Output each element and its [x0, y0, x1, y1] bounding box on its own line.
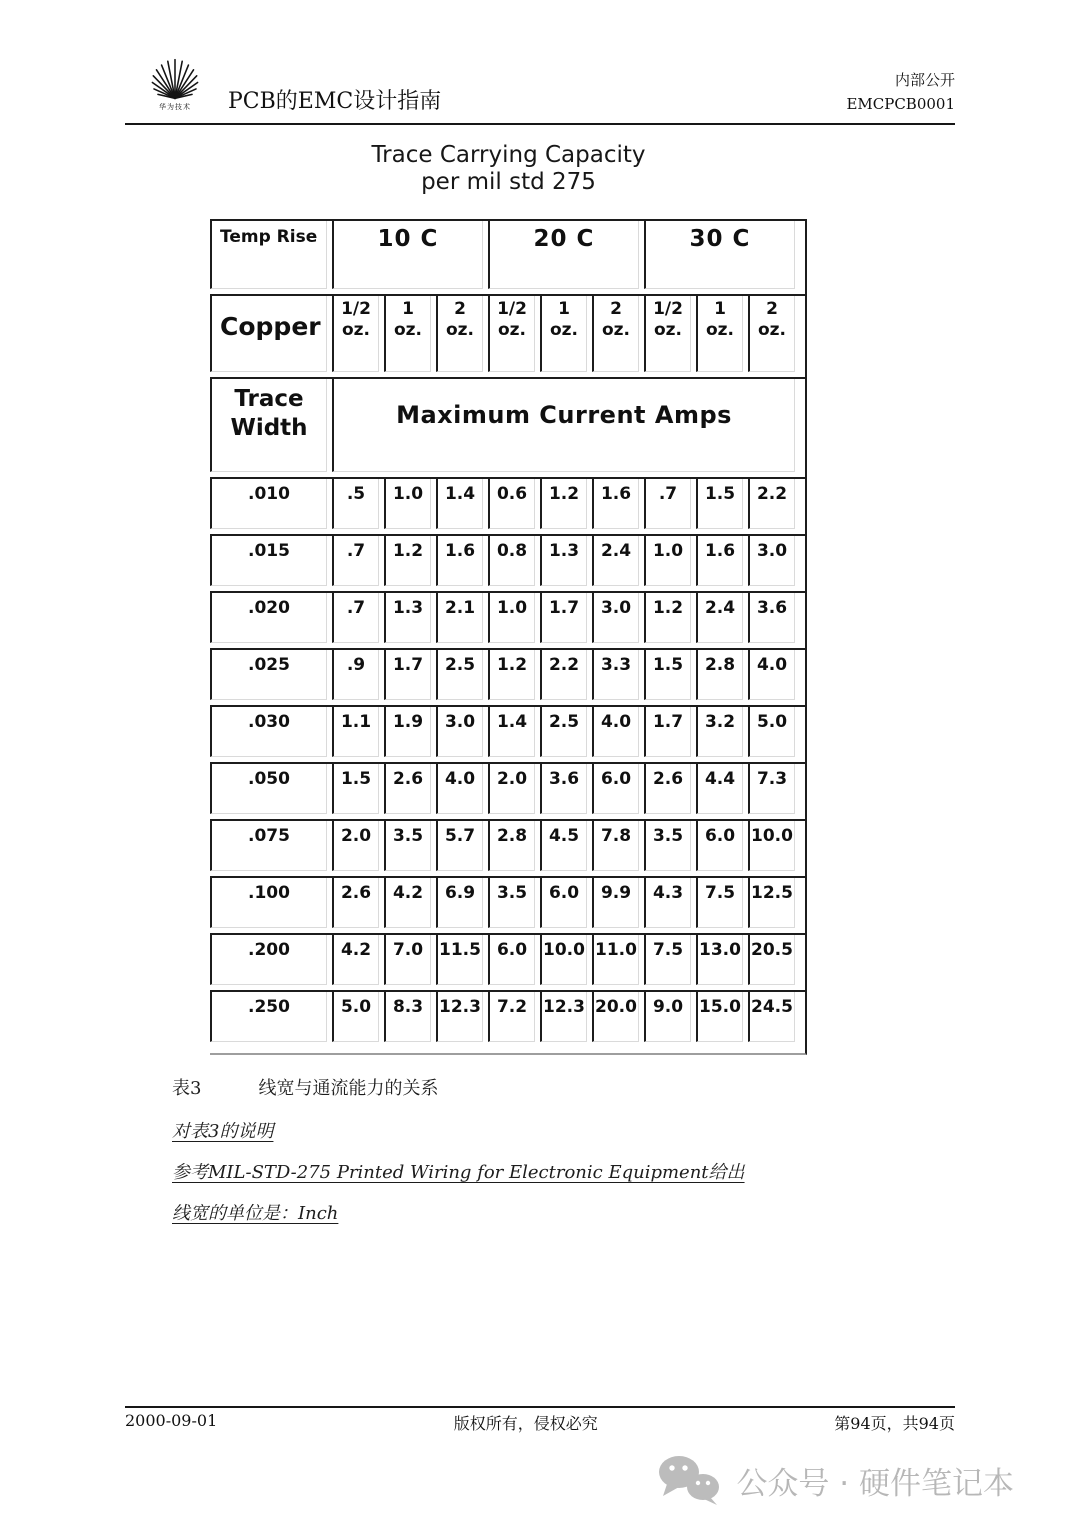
current-value-cell: 6.0 [488, 935, 535, 985]
copper-oz-cell: 2 oz. [592, 296, 639, 372]
current-value-cell: 6.0 [540, 878, 587, 928]
footer-copyright: 版权所有，侵权必究 [453, 1414, 598, 1433]
table-row [210, 534, 805, 586]
trace-width-cell: .030 [210, 707, 327, 757]
current-value-cell: 1.7 [384, 650, 431, 700]
current-value-cell: 7.5 [644, 935, 691, 985]
current-value-cell: 4.0 [748, 650, 795, 700]
current-value-cell: 1.5 [644, 650, 691, 700]
current-value-cell: 1.2 [540, 479, 587, 529]
current-value-cell: 11.0 [592, 935, 639, 985]
current-value-cell: 24.5 [748, 992, 795, 1042]
current-value-cell: 3.0 [436, 707, 483, 757]
current-value-cell: 1.4 [488, 707, 535, 757]
current-value-cell: 2.2 [748, 479, 795, 529]
temp-rise-header-cell: Temp Rise [210, 221, 327, 289]
table-row [210, 933, 805, 985]
current-value-cell: 7.5 [696, 878, 743, 928]
current-value-cell: 1.9 [384, 707, 431, 757]
footer-page-number: 第94页，共94页 [834, 1414, 955, 1433]
trace-width-cell: .250 [210, 992, 327, 1042]
copper-oz-cell: 1 oz. [696, 296, 743, 372]
table-title-line2: per mil std 275 [421, 169, 596, 196]
current-value-cell: 3.0 [592, 593, 639, 643]
trace-width-cell: .050 [210, 764, 327, 814]
current-value-cell: 6.0 [592, 764, 639, 814]
current-value-cell: 1.7 [540, 593, 587, 643]
current-value-cell: .9 [332, 650, 379, 700]
table-caption-label: 表3 [172, 1078, 202, 1099]
current-value-cell: 20.0 [592, 992, 639, 1042]
current-value-cell: 1.5 [332, 764, 379, 814]
current-value-cell: 1.2 [488, 650, 535, 700]
table-data-rows [210, 477, 805, 1042]
table-row [210, 648, 805, 700]
fan-logo-icon [147, 56, 203, 102]
current-value-cell: 2.5 [436, 650, 483, 700]
current-value-cell: 4.3 [644, 878, 691, 928]
temp-10c-header-cell: 10 C [332, 221, 483, 289]
table-row [210, 876, 805, 928]
temp-30c-header-cell: 30 C [644, 221, 795, 289]
trace-width-header-row [210, 377, 805, 472]
current-value-cell: 2.8 [696, 650, 743, 700]
current-value-cell: 2.2 [540, 650, 587, 700]
current-value-cell: 3.6 [540, 764, 587, 814]
current-value-cell: 2.1 [436, 593, 483, 643]
current-value-cell: 12.3 [540, 992, 587, 1042]
current-value-cell: 3.3 [592, 650, 639, 700]
copper-oz-cell: 1 oz. [540, 296, 587, 372]
current-value-cell: 2.6 [644, 764, 691, 814]
table-row [210, 990, 805, 1042]
current-value-cell: 2.4 [696, 593, 743, 643]
current-value-cell: 1.2 [644, 593, 691, 643]
current-value-cell: 2.0 [332, 821, 379, 871]
watermark [657, 1455, 1014, 1505]
current-value-cell: 9.0 [644, 992, 691, 1042]
current-value-cell: 4.2 [384, 878, 431, 928]
current-value-cell: 2.5 [540, 707, 587, 757]
table-note-1: 对表3的说明 [172, 1121, 274, 1142]
current-value-cell: 1.1 [332, 707, 379, 757]
table-note-2: 参考MIL-STD-275 Printed Wiring for Electronic Equipment给出 [172, 1162, 745, 1183]
footer-date: 2000-09-01 [125, 1411, 218, 1430]
wechat-icon [657, 1455, 723, 1505]
table-title-line1: Trace Carrying Capacity [371, 142, 646, 168]
current-value-cell: 3.5 [644, 821, 691, 871]
current-value-cell: 3.5 [384, 821, 431, 871]
table-caption-text: 线宽与通流能力的关系 [258, 1078, 439, 1099]
copper-header-cell: Copper [210, 296, 327, 372]
current-value-cell: 5.0 [748, 707, 795, 757]
copper-row [210, 294, 805, 372]
current-value-cell: 1.6 [436, 536, 483, 586]
current-value-cell: 3.5 [488, 878, 535, 928]
copper-oz-cell: 1/2 oz. [644, 296, 691, 372]
current-value-cell: 1.6 [592, 479, 639, 529]
table-notes [172, 1074, 745, 1240]
current-value-cell: 1.3 [384, 593, 431, 643]
current-value-cell: 2.4 [592, 536, 639, 586]
current-value-cell: 1.0 [384, 479, 431, 529]
table-row [210, 705, 805, 757]
copper-oz-cell: 1 oz. [384, 296, 431, 372]
trace-width-cell: .200 [210, 935, 327, 985]
trace-width-cell: .025 [210, 650, 327, 700]
watermark-text: 公众号 · 硬件笔记本 [736, 1465, 1014, 1502]
table-row [210, 819, 805, 871]
header-divider [125, 123, 955, 125]
current-value-cell: 0.8 [488, 536, 535, 586]
current-value-cell: 2.8 [488, 821, 535, 871]
current-value-cell: 2.6 [384, 764, 431, 814]
copper-oz-cell: 2 oz. [748, 296, 795, 372]
classification-label: 内部公开 [894, 71, 955, 89]
current-value-cell: 1.6 [696, 536, 743, 586]
current-value-cell: 1.5 [696, 479, 743, 529]
current-value-cell: 1.2 [384, 536, 431, 586]
current-value-cell: 11.5 [436, 935, 483, 985]
trace-capacity-table [210, 219, 807, 1055]
temp-20c-header-cell: 20 C [488, 221, 639, 289]
current-value-cell: .5 [332, 479, 379, 529]
current-value-cell: 6.0 [696, 821, 743, 871]
copper-oz-cell: 1/2 oz. [332, 296, 379, 372]
current-value-cell: 7.8 [592, 821, 639, 871]
current-value-cell: 1.0 [488, 593, 535, 643]
temp-rise-row [210, 219, 805, 289]
table-row [210, 591, 805, 643]
table-note-3: 线宽的单位是：Inch [172, 1203, 339, 1224]
current-value-cell: 3.2 [696, 707, 743, 757]
trace-width-header-cell: Trace Width [210, 379, 327, 472]
company-logo [146, 56, 204, 112]
classification-block [846, 68, 955, 116]
current-value-cell: 10.0 [748, 821, 795, 871]
trace-width-cell: .015 [210, 536, 327, 586]
current-value-cell: 4.5 [540, 821, 587, 871]
trace-width-cell: .020 [210, 593, 327, 643]
document-number: EMCPCB0001 [846, 95, 955, 113]
table-row [210, 477, 805, 529]
current-value-cell: 3.6 [748, 593, 795, 643]
current-value-cell: .7 [332, 593, 379, 643]
current-value-cell: 20.5 [748, 935, 795, 985]
table-title [210, 142, 807, 196]
current-value-cell: .7 [332, 536, 379, 586]
copper-oz-cell: 2 oz. [436, 296, 483, 372]
current-value-cell: 12.5 [748, 878, 795, 928]
current-value-cell: .7 [644, 479, 691, 529]
current-value-cell: 12.3 [436, 992, 483, 1042]
current-value-cell: 2.6 [332, 878, 379, 928]
current-value-cell: 4.4 [696, 764, 743, 814]
current-value-cell: 1.0 [644, 536, 691, 586]
current-value-cell: 9.9 [592, 878, 639, 928]
copper-oz-cell: 1/2 oz. [488, 296, 535, 372]
current-value-cell: 5.0 [332, 992, 379, 1042]
current-value-cell: 6.9 [436, 878, 483, 928]
current-value-cell: 1.3 [540, 536, 587, 586]
logo-caption: 华为技术 [159, 103, 191, 111]
current-value-cell: 13.0 [696, 935, 743, 985]
document-title: PCB的EMC设计指南 [228, 89, 442, 114]
trace-width-cell: .010 [210, 479, 327, 529]
footer-divider [125, 1406, 955, 1408]
current-value-cell: 0.6 [488, 479, 535, 529]
current-value-cell: 1.4 [436, 479, 483, 529]
current-value-cell: 7.0 [384, 935, 431, 985]
current-value-cell: 2.0 [488, 764, 535, 814]
table-row [210, 762, 805, 814]
current-value-cell: 7.3 [748, 764, 795, 814]
current-value-cell: 5.7 [436, 821, 483, 871]
table-caption [172, 1074, 745, 1100]
trace-width-cell: .100 [210, 878, 327, 928]
trace-width-cell: .075 [210, 821, 327, 871]
current-value-cell: 7.2 [488, 992, 535, 1042]
current-value-cell: 4.2 [332, 935, 379, 985]
current-value-cell: 4.0 [436, 764, 483, 814]
page-footer [125, 1411, 955, 1434]
current-value-cell: 10.0 [540, 935, 587, 985]
current-value-cell: 8.3 [384, 992, 431, 1042]
max-current-header-cell: Maximum Current Amps [332, 379, 795, 472]
current-value-cell: 15.0 [696, 992, 743, 1042]
current-value-cell: 4.0 [592, 707, 639, 757]
current-value-cell: 3.0 [748, 536, 795, 586]
current-value-cell: 1.7 [644, 707, 691, 757]
